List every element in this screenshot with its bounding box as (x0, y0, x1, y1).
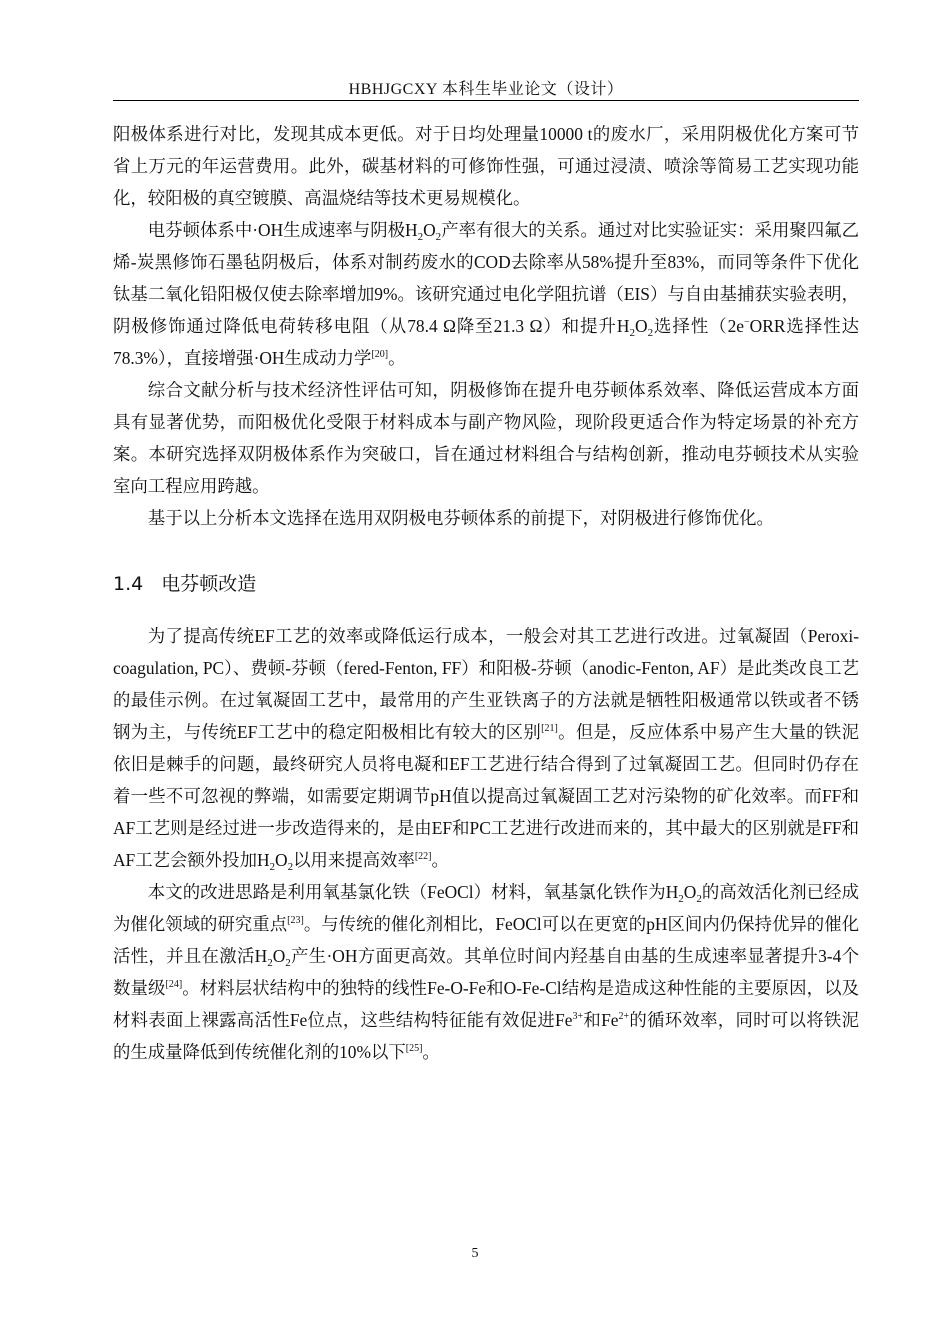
superscript: − (744, 317, 750, 328)
section-number: 1.4 (113, 573, 144, 595)
subscript: 2 (285, 957, 291, 969)
page-number: 5 (471, 1246, 479, 1261)
subscript: 2 (678, 893, 684, 905)
paragraph-5: 为了提高传统EF工艺的效率或降低运行成本，一般会对其工艺进行改进。过氧凝固（Peroxi-coagulation, PC）、费顿-芬顿（fered-Fenton, FF）和阳极-芬顿（anodic-Fenton, AF）是此类改良工艺的最佳示例。在过氧凝固工艺中，最常用的产生亚铁离子的方法就是牺牲阳极通常以铁或者不锈钢为主，与传统EF工艺中的稳定阳极相比有较大的区别[21]。但是，反应体系中易产生大量的铁泥依旧是棘手的问题，最终研究人员将电凝和EF工艺进行结合得到了过氧凝固工艺。但同时仍存在着一些不可忽视的弊端，如需要定期调节pH值以提高过氧凝固工艺对污染物的矿化效率。而FF和AF工艺则是经过进一步改造得来的，是由EF和PC工艺进行改进而来的，其中最大的区别就是FF和AF工艺会额外投加$H_2O_2$以用来提高效率[22]。 (113, 626, 859, 873)
section-title: 电芬顿改造 (161, 573, 257, 595)
subscript: 2 (629, 327, 635, 339)
subscript: 2 (417, 231, 424, 243)
running-header: HBHJGCXY 本科生毕业论文（设计） (348, 81, 624, 98)
subscript: 2 (435, 231, 442, 243)
body-text (113, 118, 859, 1068)
paragraph-6: 本文的改进思路是利用氧基氯化铁（FeOCl）材料，氧基氯化铁作为$H_2O_2$的高效活化剂已经成为催化领域的研究重点[23]。与传统的催化剂相比，FeOCl可以在更宽的pH区间内仍保持优异的催化活性，并且在激活$H_2O_2$产生·OH方面更高效。其单位时间内羟基自由基的生成速率显著提升3-4个数量级[24]。材料层状结构中的独特的线性Fe-O-Fe和O-Fe-Cl结构是造成这种性能的主要原因，以及材料表面上裸露高活性Fe位点，这些结构特征能有效促进$Fe^{3+}$和$Fe^{2+}$的循环效率，同时可以将铁泥的生成量降低到传统催化剂的10%以下[25]。 (113, 882, 859, 1062)
subscript: 2 (696, 893, 702, 905)
subscript: 2 (287, 861, 294, 873)
subscript: 2 (647, 327, 654, 339)
citation-ref: [22] (414, 851, 432, 862)
paragraph-1: 阳极体系进行对比，发现其成本更低。对于日均处理量10000 t的废水厂，采用阴极优化方案可节省上万元的年运营费用。此外，碳基材料的可修饰性强，可通过浸渍、喷涂等简易工艺实现功能化，较阳极的真空镀膜、高温烧结等技术更易规模化。 (113, 124, 859, 208)
citation-ref: [21] (541, 723, 558, 734)
paragraph-4: 基于以上分析本文选择在选用双阴极电芬顿体系的前提下，对阴极进行修饰优化。 (147, 508, 774, 528)
superscript: 3+ (572, 1011, 584, 1022)
citation-ref: [24] (165, 979, 183, 990)
citation-ref: [23] (287, 915, 304, 926)
section-heading (113, 570, 859, 598)
citation-ref: [20] (371, 349, 389, 360)
superscript: 2+ (618, 1011, 630, 1022)
paragraph-3: 综合文献分析与技术经济性评估可知，阴极修饰在提升电芬顿体系效率、降低运营成本方面具有显著优势，而阳极优化受限于材料成本与副产物风险，现阶段更适合作为特定场景的补充方案。本研究选择双阴极体系作为突破口，旨在通过材料组合与结构创新，推动电芬顿技术从实验室向工程应用跨越。 (113, 380, 859, 496)
paragraph-2: 电芬顿体系中·OH生成速率与阴极$H_2O_2$产率有很大的关系。通过对比实验证实：采用聚四氟乙烯-炭黑修饰石墨毡阴极后，体系对制药废水的COD去除率从58%提升至83%，而同等条件下优化钛基二氧化铅阳极仅使去除率增加9%。该研究通过电化学阻抗谱（EIS）与自由基捕获实验表明，阴极修饰通过降低电荷转移电阻（从78.4 Ω降至21.3 Ω）和提升$H_2O_2$选择性（2e−ORR选择性达78.3%），直接增强·OH生成动力学[20]。 (113, 220, 859, 368)
header-rule (113, 100, 859, 101)
citation-ref: [25] (405, 1043, 423, 1054)
subscript: 2 (267, 957, 273, 969)
subscript: 2 (269, 861, 276, 873)
